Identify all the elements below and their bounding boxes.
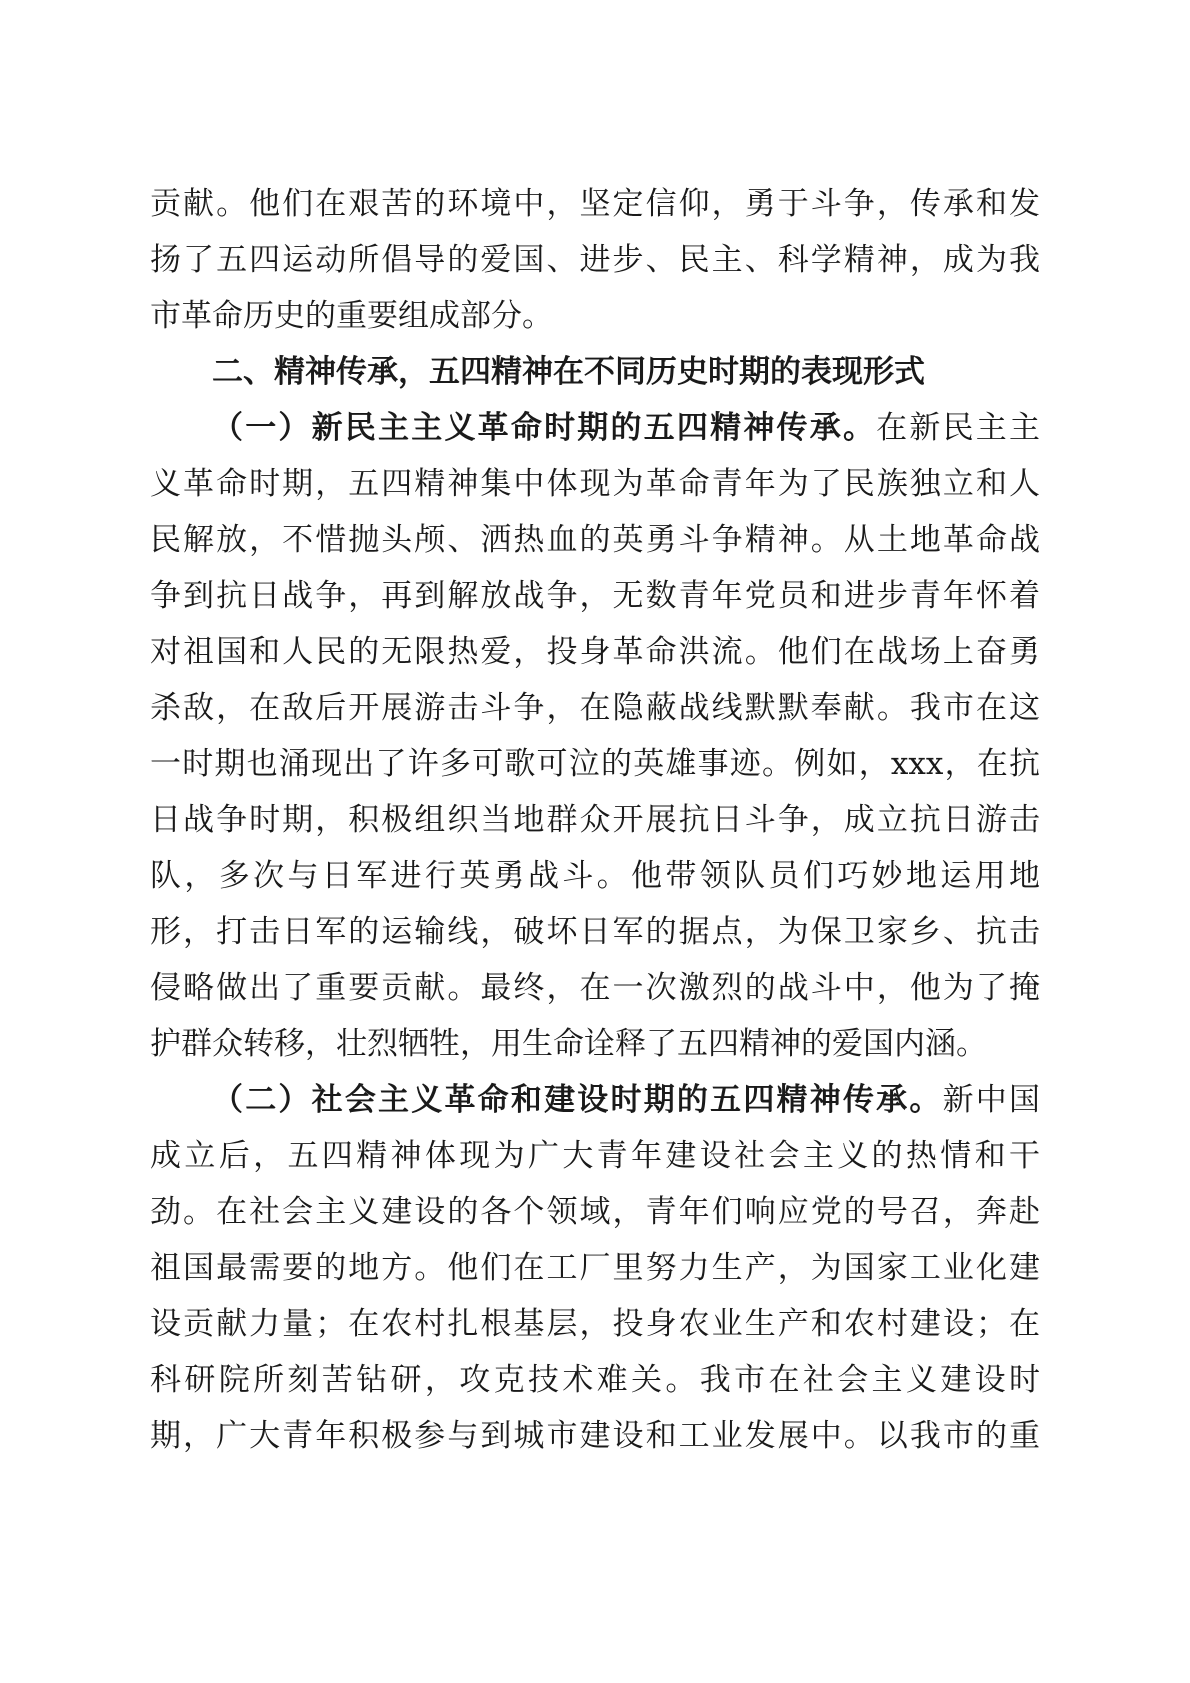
subsection-first-line bbox=[150, 400, 1040, 456]
paragraph-text: 在新民主主 bbox=[876, 410, 1041, 446]
subsection-title: （二）社会主义革命和建设时期的五四精神传承。 bbox=[212, 1082, 943, 1118]
paragraph-line: 侵略做出了重要贡献。最终，在一次激烈的战斗中，他为了掩 bbox=[150, 970, 1040, 1006]
paragraph-line: 日战争时期，积极组织当地群众开展抗日斗争，成立抗日游击 bbox=[150, 802, 1040, 838]
paragraph-line: 期，广大青年积极参与到城市建设和工业发展中。以我市的重 bbox=[150, 1418, 1040, 1454]
paragraph-line: 扬了五四运动所倡导的爱国、进步、民主、科学精神，成为我 bbox=[150, 242, 1040, 278]
paragraph-line: 科研院所刻苦钻研，攻克技术难关。我市在社会主义建设时 bbox=[150, 1362, 1040, 1398]
document-page bbox=[150, 176, 1040, 1464]
paragraph-line: 队，多次与日军进行英勇战斗。他带领队员们巧妙地运用地 bbox=[150, 858, 1040, 894]
paragraph-line: 劲。在社会主义建设的各个领域，青年们响应党的号召，奔赴 bbox=[150, 1194, 1040, 1230]
subsection-title: （一）新民主主义革命时期的五四精神传承。 bbox=[212, 410, 877, 446]
section-heading: 二、精神传承，五四精神在不同历史时期的表现形式 bbox=[212, 354, 925, 390]
paragraph-line: 成立后，五四精神体现为广大青年建设社会主义的热情和干 bbox=[150, 1138, 1040, 1174]
paragraph-line: 祖国最需要的地方。他们在工厂里努力生产，为国家工业化建 bbox=[150, 1250, 1040, 1286]
paragraph-line: 市革命历史的重要组成部分。 bbox=[150, 298, 553, 334]
paragraph-line: 设贡献力量；在农村扎根基层，投身农业生产和农村建设；在 bbox=[150, 1306, 1040, 1342]
paragraph-line: 护群众转移，壮烈牺牲，用生命诠释了五四精神的爱国内涵。 bbox=[150, 1026, 987, 1062]
paragraph-line: 形，打击日军的运输线，破坏日军的据点，为保卫家乡、抗击 bbox=[150, 914, 1040, 950]
paragraph-line: 义革命时期，五四精神集中体现为革命青年为了民族独立和人 bbox=[150, 466, 1040, 502]
paragraph-line: 民解放，不惜抛头颅、洒热血的英勇斗争精神。从土地革命战 bbox=[150, 522, 1040, 558]
paragraph-line: 杀敌，在敌后开展游击斗争，在隐蔽战线默默奉献。我市在这 bbox=[150, 690, 1040, 726]
paragraph-text: 新中国 bbox=[942, 1082, 1041, 1118]
paragraph-line: 对祖国和人民的无限热爱，投身革命洪流。他们在战场上奋勇 bbox=[150, 634, 1040, 670]
subsection-first-line bbox=[150, 1072, 1040, 1128]
paragraph-line: 一时期也涌现出了许多可歌可泣的英雄事迹。例如，xxx，在抗 bbox=[150, 746, 1040, 782]
paragraph-line: 贡献。他们在艰苦的环境中，坚定信仰，勇于斗争，传承和发 bbox=[150, 186, 1040, 222]
paragraph-line: 争到抗日战争，再到解放战争，无数青年党员和进步青年怀着 bbox=[150, 578, 1040, 614]
